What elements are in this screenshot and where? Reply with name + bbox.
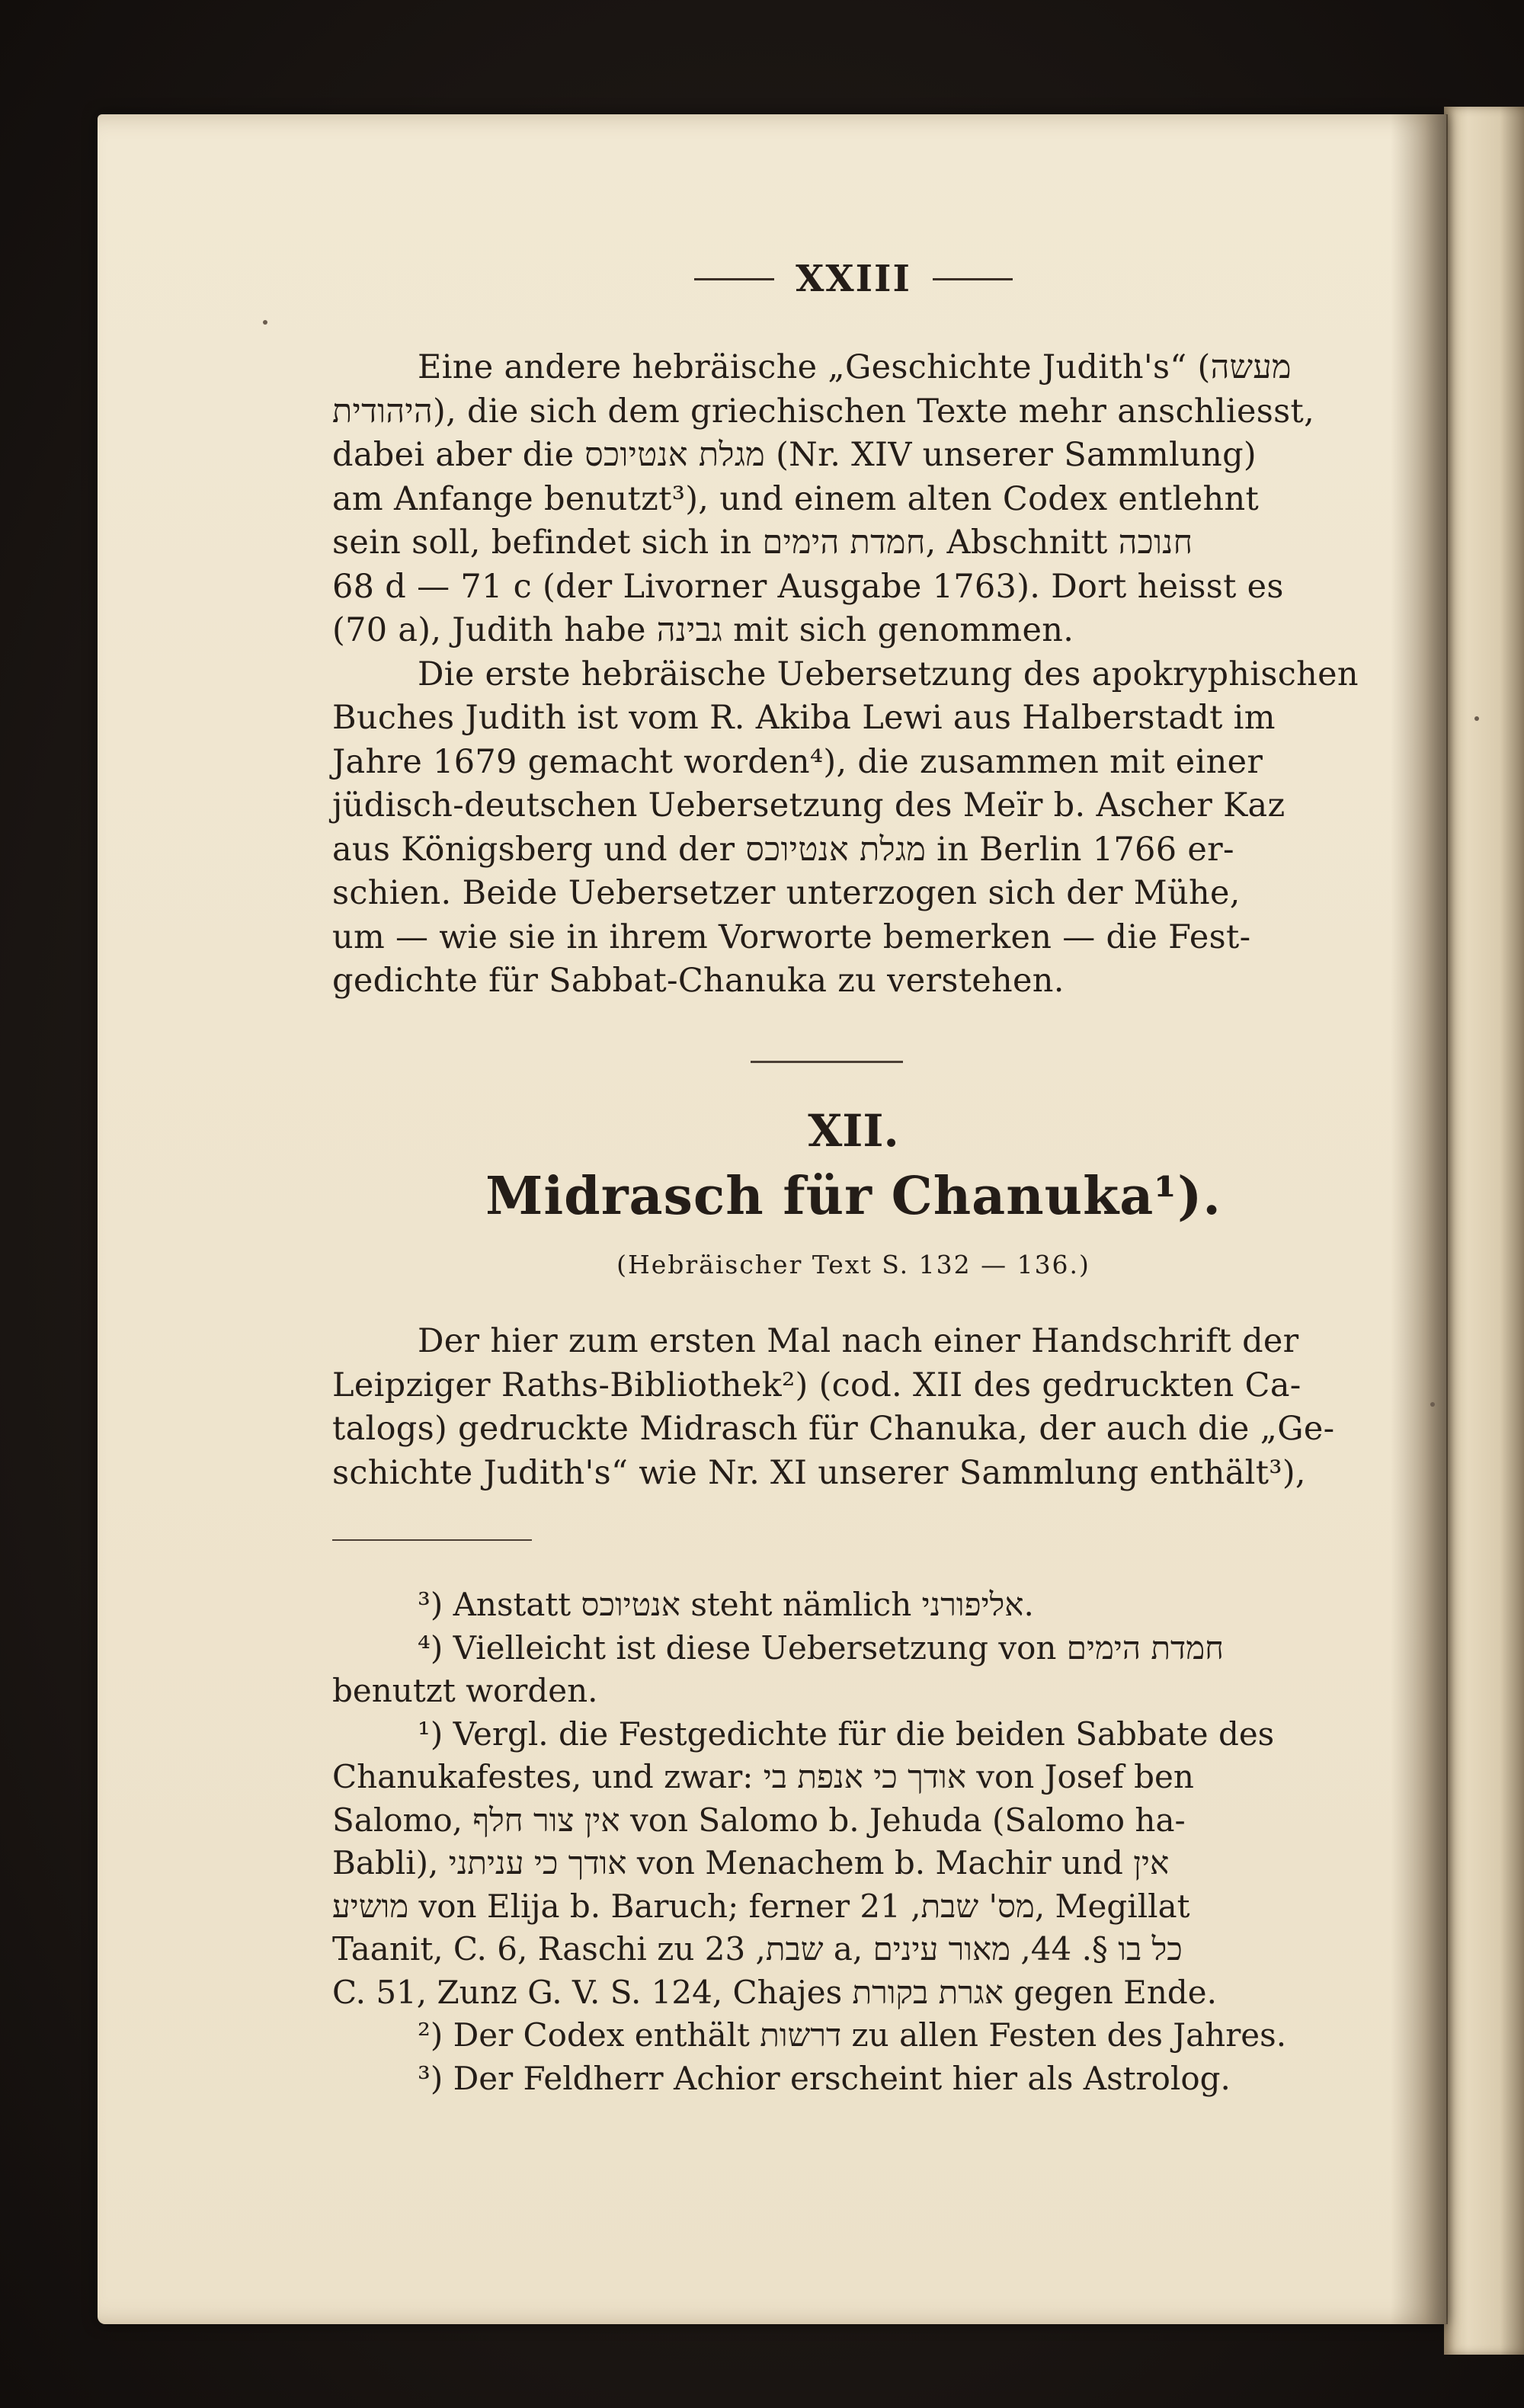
para1-line: am Anfange benutzt³), und einem alten Codex entlehnt: [332, 479, 1260, 518]
footnotes: [332, 1583, 1375, 2100]
footnote-cont: Babli), אודך כי עניתני von Menachem b. Machir und אין: [332, 1844, 1170, 1881]
para1-line: 68 d — 71 c (der Livorner Ausgabe 1763). Dort heisst es: [332, 567, 1284, 606]
para2-line: jüdisch-deutschen Uebersetzung des Meïr b. Ascher Kaz: [332, 786, 1285, 825]
para2-line: Die erste hebräische Uebersetzung des apokryphischen: [418, 655, 1359, 693]
footnote: ³) Anstatt אנטיוכס steht nämlich אליפורני.: [418, 1586, 1034, 1623]
section-number: XII.: [808, 1105, 899, 1157]
para2-line: Jahre 1679 gemacht worden⁴), die zusammen mit einer: [332, 742, 1263, 781]
footnote-cont: מושיע von Elija b. Baruch; ferner מס' שבת, 21, Megillat: [332, 1887, 1190, 1925]
footnote-cont: Taanit, C. 6, Raschi zu שבת, 23 a, כל בו §. 44, מאור עינים: [332, 1930, 1183, 1968]
section-separator: [751, 1061, 903, 1063]
body-paragraphs-top: [332, 346, 1375, 1004]
footnote-cont: C. 51, Zunz G. V. S. 124, Chajes אגרת בקורת gegen Ende.: [332, 1973, 1217, 2011]
para2-line: schien. Beide Uebersetzer unterzogen sich der Mühe,: [332, 874, 1241, 912]
body-paragraph-section: [332, 1320, 1375, 1495]
para1-line: dabei aber die מגלת אנטיוכס (Nr. XIV unserer Sammlung): [332, 436, 1257, 474]
page-header: [335, 256, 1372, 302]
page-gutter-shadow: [1391, 114, 1448, 2324]
footnote: ¹) Vergl. die Festgedichte für die beiden Sabbate des: [418, 1715, 1275, 1753]
para2-line: Buches Judith ist vom R. Akiba Lewi aus Halberstadt im: [332, 699, 1276, 737]
para1-line: היהודית), die sich dem griechischen Texte mehr anschliesst,: [332, 392, 1315, 431]
footnote-cont: Chanukafestes, und zwar: אודך כי אנפת בי von Josef ben: [332, 1758, 1194, 1795]
para1-line: (70 a), Judith habe גבינה mit sich genommen.: [332, 611, 1074, 649]
para3-line: Der hier zum ersten Mal nach einer Handschrift der: [418, 1322, 1299, 1360]
header-rule-right: [933, 278, 1013, 280]
footnote-separator: [332, 1539, 532, 1541]
section-subtitle: (Hebräischer Text S. 132 — 136.): [616, 1250, 1090, 1279]
paper-speck: [1474, 716, 1479, 721]
para3-line: schichte Judith's“ wie Nr. XI unserer Sammlung enthält³),: [332, 1453, 1306, 1492]
para2-line: aus Königsberg und der מגלת אנטיוכס in Berlin 1766 er-: [332, 830, 1234, 869]
para1-line: Eine andere hebräische „Geschichte Judith's“ (מעשה: [418, 348, 1292, 386]
para2-line: gedichte für Sabbat-Chanuka zu verstehen.: [332, 962, 1065, 1000]
footnote-cont: benutzt worden.: [332, 1672, 598, 1709]
footnote: ⁴) Vielleicht ist diese Uebersetzung von חמדת הימים: [418, 1628, 1225, 1667]
next-page-edge: [1444, 107, 1524, 2355]
page-number: XXIII: [796, 258, 911, 300]
para3-line: talogs) gedruckte Midrasch für Chanuka, der auch die „Ge-: [332, 1410, 1335, 1448]
para3-line: Leipziger Raths-Bibliothek²) (cod. XII des gedruckten Ca-: [332, 1366, 1301, 1404]
footnote: ²) Der Codex enthält דרשות zu allen Festen des Jahres.: [418, 2016, 1287, 2054]
para2-line: um — wie sie in ihrem Vorworte bemerken — die Fest-: [332, 917, 1251, 956]
header-rule-left: [694, 278, 774, 280]
para1-line: sein soll, befindet sich in חמדת הימים, Abschnitt חנוכה: [332, 524, 1193, 562]
paper-speck: [1430, 1402, 1435, 1407]
footnote: ³) Der Feldherr Achior erscheint hier als Astrolog.: [418, 2059, 1231, 2097]
section-title: Midrasch für Chanuka¹).: [485, 1166, 1221, 1227]
footnote-cont: Salomo, אין צור חלף von Salomo b. Jehuda (Salomo ha-: [332, 1801, 1186, 1839]
paper-speck: [263, 320, 267, 325]
